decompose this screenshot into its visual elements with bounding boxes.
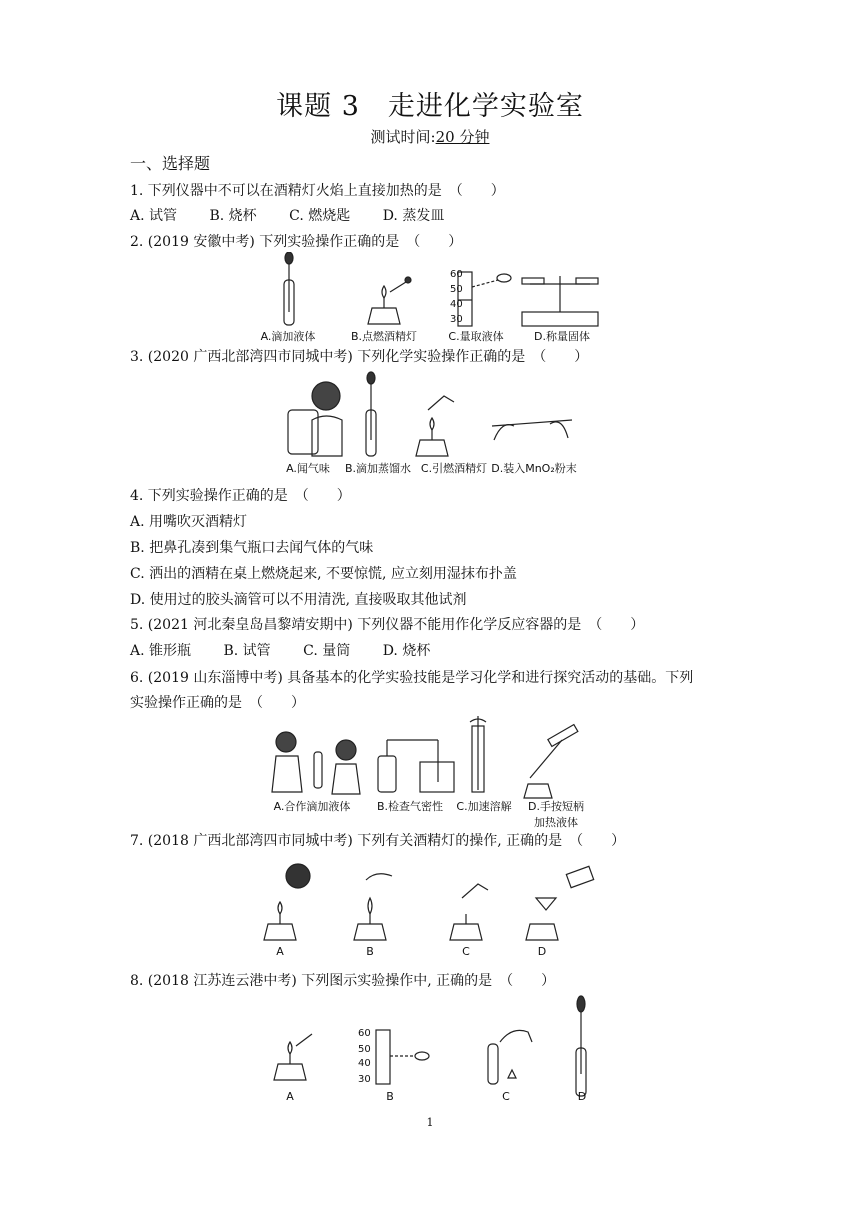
q8-label-d: D bbox=[577, 1090, 587, 1103]
q8-figure bbox=[250, 994, 610, 1106]
q1-option-b: B. 烧杯 bbox=[209, 208, 257, 224]
q7-label-d: D bbox=[537, 945, 547, 958]
q8-stem: 8. (2018 江苏连云港中考) 下列图示实验操作中, 正确的是 （ ） bbox=[130, 973, 556, 989]
q6-figure bbox=[262, 712, 602, 830]
page-title: 课题 3 走进化学实验室 bbox=[276, 91, 584, 122]
q8-label-c: C bbox=[502, 1090, 510, 1103]
q4-stem: 4. 下列实验操作正确的是 （ ） bbox=[130, 488, 351, 504]
q6-stem-line2: 实验操作正确的是 （ ） bbox=[130, 695, 305, 711]
q3-figure bbox=[282, 370, 582, 478]
q2-figure bbox=[250, 252, 610, 344]
q7-label-c: C bbox=[462, 945, 470, 958]
q2-scale-50: 50 bbox=[450, 284, 463, 295]
q2-stem: 2. (2019 安徽中考) 下列实验操作正确的是 （ ） bbox=[130, 234, 463, 250]
q5-option-d: D. 烧杯 bbox=[382, 643, 431, 659]
q2-caption-d: D.称量固体 bbox=[534, 330, 590, 343]
q6-caption-c: C.加速溶解 bbox=[456, 800, 512, 813]
q5-stem: 5. (2021 河北秦皇岛昌黎靖安期中) 下列仪器不能用作化学反应容器的是 （ ） bbox=[130, 617, 645, 633]
q6-caption-d: D.手按短柄 bbox=[528, 800, 584, 813]
q6-caption-d-extra: 加热液体 bbox=[534, 816, 578, 829]
q2-caption-c: C.量取液体 bbox=[448, 330, 504, 343]
q6-caption-b: B.检查气密性 bbox=[376, 800, 444, 813]
q8-scale-40: 40 bbox=[358, 1058, 371, 1069]
q2-caption-a: A.滴加液体 bbox=[260, 330, 316, 343]
q3-caption-d: D.装入MnO₂粉末 bbox=[491, 462, 577, 475]
q1-option-a: A. 试管 bbox=[130, 208, 178, 224]
q6-caption-a: A.合作滴加液体 bbox=[273, 800, 351, 813]
q5-option-b: B. 试管 bbox=[223, 643, 271, 659]
q1-option-d: D. 蒸发皿 bbox=[382, 208, 445, 224]
q3-caption-a: A.闻气味 bbox=[286, 462, 330, 475]
q8-label-a: A bbox=[286, 1090, 294, 1103]
q5-option-a: A. 锥形瓶 bbox=[130, 643, 192, 659]
q6-stem-line1: 6. (2019 山东淄博中考) 具备基本的化学实验技能是学习化学和进行探究活动的基础。下列 bbox=[130, 670, 694, 686]
test-time-value: 20 分钟 bbox=[435, 128, 490, 146]
q1-options bbox=[130, 205, 472, 225]
q7-label-a: A bbox=[276, 945, 284, 958]
q8-label-b: B bbox=[386, 1090, 394, 1103]
q1-option-c: C. 燃烧匙 bbox=[289, 208, 351, 224]
q8-scale-60: 60 bbox=[358, 1028, 371, 1039]
q8-scale-50: 50 bbox=[358, 1044, 371, 1055]
q5-option-c: C. 量筒 bbox=[303, 643, 351, 659]
q3-stem: 3. (2020 广西北部湾四市同城中考) 下列化学实验操作正确的是 （ ） bbox=[130, 349, 589, 365]
test-time bbox=[0, 126, 860, 147]
q2-scale-60: 60 bbox=[450, 269, 463, 280]
q4-option-b: B. 把鼻孔凑到集气瓶口去闻气体的气味 bbox=[130, 540, 374, 556]
q7-figure bbox=[250, 854, 610, 960]
q7-stem: 7. (2018 广西北部湾四市同城中考) 下列有关酒精灯的操作, 正确的是 （ ） bbox=[130, 833, 626, 849]
q4-option-c: C. 洒出的酒精在桌上燃烧起来, 不要惊慌, 应立刻用湿抹布扑盖 bbox=[130, 566, 517, 582]
q4-option-d: D. 使用过的胶头滴管可以不用清洗, 直接吸取其他试剂 bbox=[130, 592, 467, 608]
q2-scale-30: 30 bbox=[450, 314, 463, 325]
page-number: 1 bbox=[426, 1116, 434, 1129]
q3-caption-b: B.滴加蒸馏水 bbox=[344, 462, 412, 475]
q5-options bbox=[130, 640, 458, 660]
test-time-label: 测试时间: bbox=[370, 128, 436, 146]
q2-scale-40: 40 bbox=[450, 299, 463, 310]
q7-label-b: B bbox=[366, 945, 374, 958]
q3-caption-c: C.引燃酒精灯 bbox=[420, 462, 488, 475]
q4-option-a: A. 用嘴吹灭酒精灯 bbox=[130, 514, 248, 530]
q1-stem: 1. 下列仪器中不可以在酒精灯火焰上直接加热的是 （ ） bbox=[130, 183, 505, 199]
q2-caption-b: B.点燃酒精灯 bbox=[350, 330, 418, 343]
section-heading: 一、选择题 bbox=[130, 154, 211, 173]
q8-scale-30: 30 bbox=[358, 1074, 371, 1085]
